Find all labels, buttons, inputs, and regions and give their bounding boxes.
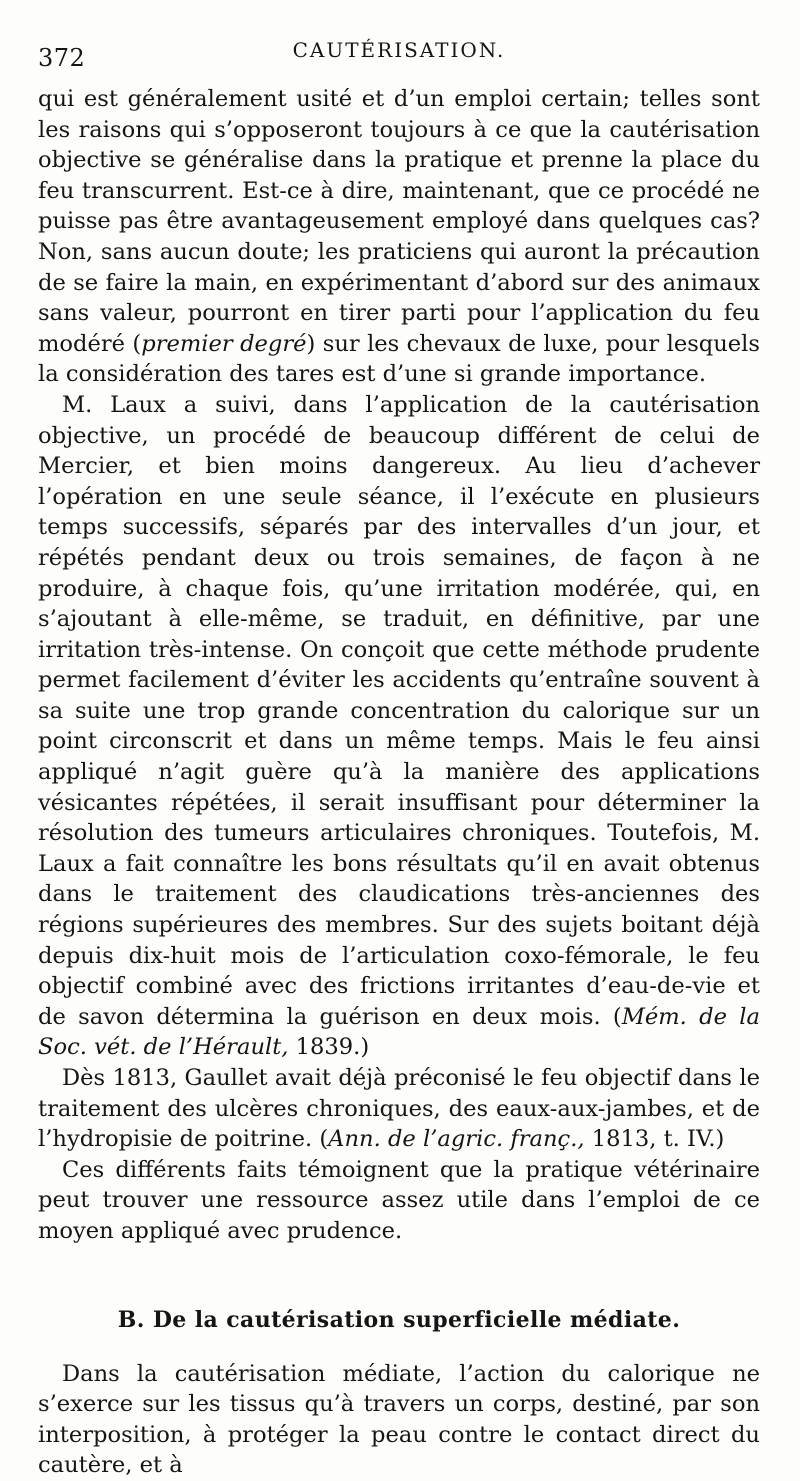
paragraph-continuation [38, 84, 760, 390]
paragraph-text: Dans la cautérisation médiate, l’action du calorique ne s’exerce sur les tissus qu’à travers un corps, destiné, par son interposition, à protéger la peau contre le contact direct du cautère, et à [38, 1360, 760, 1479]
italic-reference: premier degré [141, 330, 307, 357]
paragraph-text: qui est généralement usité et d’un emploi certain; telles sont les raisons qui s’opposeront toujours à ce que la cautérisation objective se généralise dans la pratique et prenne la place du feu transcurrent. Est-ce à dire, maintenant, que ce procédé ne puisse pas être avantageusement employé dans quelques cas? Non, sans aucun doute; les praticiens qui auront la précaution de se faire la main, en expérimentant d’abord sur des animaux sans valeur, pourront en tirer parti pour l’application du feu modéré ( [38, 86, 760, 357]
italic-reference: Mém. de la Soc. vét. de l’Hérault, [38, 1003, 760, 1061]
paragraph-text: 1813, t. IV.) [584, 1126, 725, 1153]
body-text [38, 84, 760, 1481]
paragraph-conclusion [38, 1155, 760, 1247]
paragraph-gaullet [38, 1063, 760, 1155]
section-heading: B. De la cautérisation superficielle médiate. [117, 1306, 681, 1333]
page-number: 372 [38, 44, 86, 72]
paragraph-text: ) sur les chevaux de luxe, pour lesquels la considération des tares est d’une si grande importance. [38, 330, 760, 388]
paragraph-text: Ces différents faits témoignent que la pratique vétérinaire peut trouver une ressource assez utile dans l’emploi de ce moyen appliqué avec prudence. [38, 1156, 760, 1244]
paragraph-mediate [38, 1359, 760, 1481]
italic-reference: Ann. de l’agric. franç., [328, 1126, 585, 1153]
paragraph-laux [38, 390, 760, 1063]
paragraph-text: 1839.) [288, 1034, 370, 1061]
paragraph-text: Dès 1813, Gaullet avait déjà préconisé le feu objectif dans le traitement des ulcères chroniques, des eaux-aux-jambes, et de l’hydropisie de poitrine. ( [38, 1065, 760, 1153]
paragraph-text: M. Laux a suivi, dans l’application de la cautérisation objective, un procédé de beaucoup différent de celui de Mercier, et bien moins dangereux. Au lieu d’achever l’opération en une seule séance, il l’exécute en plusieurs temps successifs, séparés par des intervalles d’un jour, et répétés pendant deux ou trois semaines, de façon à ne produire, à chaque fois, qu’une irritation modérée, qui, en s’ajoutant à elle-même, se traduit, en définitive, par une irritation très-intense. On conçoit que cette méthode prudente permet facilement d’éviter les accidents qu’entraîne souvent à sa suite une trop grande concentration du calorique sur un point circonscrit et dans un même temps. Mais le feu ainsi appliqué n’agit guère qu’à la manière des applications vésicantes répétées, il serait insuffisant pour déterminer la résolution des tumeurs articulaires chroniques. Toutefois, M. Laux a fait connaître les bons résultats qu’il en avait obtenus dans le traitement des claudications très-anciennes des régions supérieures des membres. Sur des sujets boitant déjà depuis dix-huit mois de l’articulation coxo-fémorale, le feu objectif combiné avec des frictions irritantes d’eau-de-vie et de savon détermina la guérison en deux mois. ( [38, 391, 760, 1030]
running-head: CAUTÉRISATION. [292, 38, 506, 62]
page-header [38, 34, 760, 84]
